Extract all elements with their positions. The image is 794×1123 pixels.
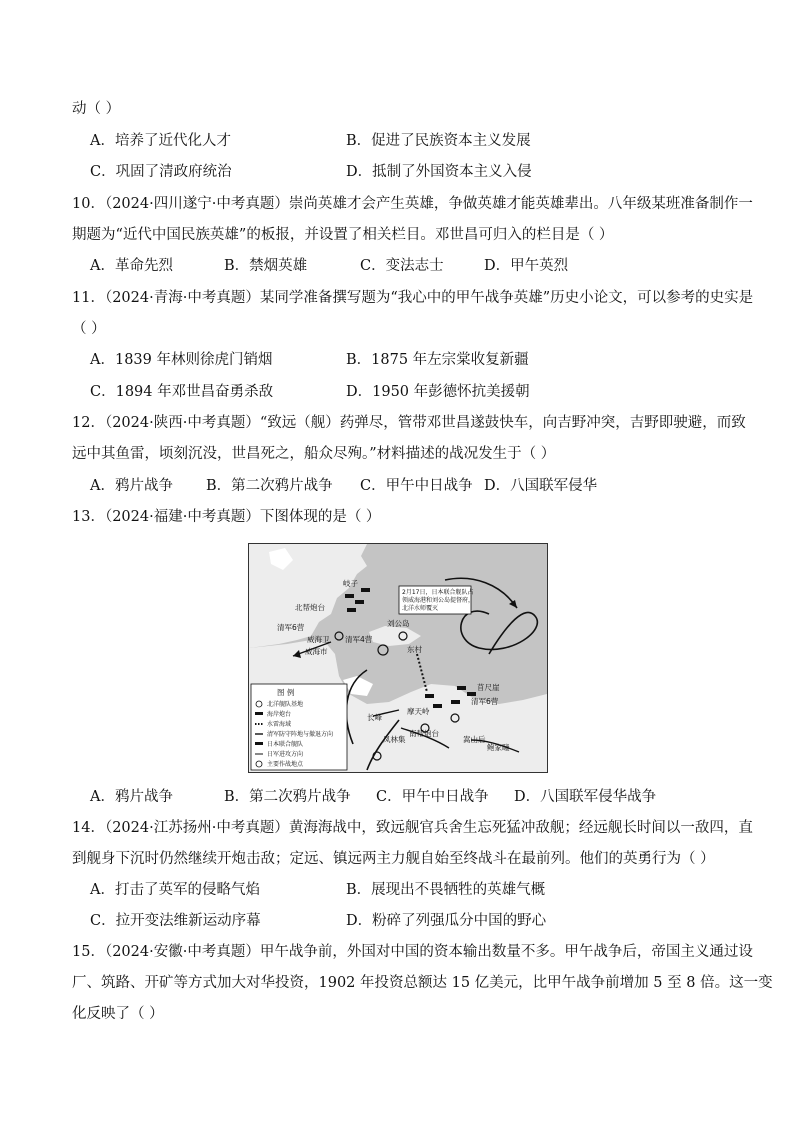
q15-stem-line3: 化反映了（ ） [72,1006,164,1022]
map-label-liugong: 刘公岛 [387,619,410,628]
q13-option-d[interactable]: D．八国联军侵华战争 [514,789,657,805]
map-label-weihaiwei: 威海卫 [307,635,330,644]
map-label-qizi: 岐子 [343,579,358,588]
q10-option-a[interactable]: A．革命先烈 [90,258,173,274]
q9-option-b[interactable]: B．促进了民族资本主义发展 [346,133,531,149]
map-legend-item-mines: 水雷海域 [267,721,292,728]
map-label-motianling: 摩天岭 [407,707,430,716]
q9-option-c[interactable]: C．巩固了清政府统治 [90,164,232,180]
map-callout-line2: 领威海港和刘公岛提督府， [402,597,475,604]
weihaiwei-battle-map [248,543,548,773]
map-callout-line3: 北洋水师覆灭 [402,605,439,612]
map-label-qingjun6-right: 清军6营 [471,697,499,706]
map-legend-item-jp-advance: 日军进攻方向 [267,751,304,758]
q10-option-d[interactable]: D．甲午英烈 [484,258,569,274]
q12-option-d[interactable]: D．八国联军侵华 [484,478,598,494]
q10-stem-line1: 10．（2024·四川遂宁·中考真题）崇尚英雄才会产生英雄，争做英雄才能英雄辈出。八年级某班准备制作一 [72,196,753,212]
q14-stem-line2: 到舰身下沉时仍然继续开炮击敌；定远、镇远两主力舰自始至终战斗在最前列。他们的英勇行为（ ） [72,851,715,867]
map-label-nanbang: 南帮炮台 [409,729,439,738]
q15-stem-line1: 15．（2024·安徽·中考真题）甲午战争前，外国对中国的资本输出数量不多。甲午战争后，帝国主义通过设 [72,944,753,960]
q13-option-c[interactable]: C．甲午中日战争 [376,789,489,805]
q9-option-d[interactable]: D．抵制了外国资本主义入侵 [346,164,532,180]
q14-option-a[interactable]: A．打击了英军的侵略气焰 [90,882,260,898]
q11-stem-line1: 11．（2024·青海·中考真题）某同学准备撰写题为“我心中的甲午战争英雄”历史小论文，可以参考的史实是 [72,290,754,306]
map-legend-title: 图 例 [277,688,295,697]
q12-option-a[interactable]: A．鸦片战争 [90,478,173,494]
q11-option-d[interactable]: D．1950 年彭德怀抗美援朝 [346,384,530,400]
q12-option-c[interactable]: C．甲午中日战争 [360,478,473,494]
map-label-fenglin: 凤林集 [383,735,406,744]
q11-option-b[interactable]: B．1875 年左宗棠收复新疆 [346,352,529,368]
q11-stem-line2: （ ） [72,321,106,337]
map-label-dongcun: 东村 [407,645,422,654]
map-legend-item-qing-retreat: 清军防守阵地与撤退方向 [267,731,334,738]
q14-stem-line1: 14．（2024·江苏扬州·中考真题）黄海海战中，致远舰官兵舍生忘死猛冲敌舰；经远舰长时间以一敌四，直 [72,820,753,836]
q10-stem-line2: 期题为“近代中国民族英雄”的板报，并设置了相关栏目。邓世昌可归入的栏目是（ ） [72,227,614,243]
map-legend-item-jp-fleet: 日本联合舰队 [267,741,304,748]
q10-option-c[interactable]: C．变法志士 [360,258,444,274]
map-label-beibang: 北帮炮台 [295,603,325,612]
q12-stem-line2: 远中其鱼雷，顷刻沉没，世昌死之，船众尽殉。”材料描述的战况发生于（ ） [72,446,556,462]
q14-option-c[interactable]: C．拉开变法维新运动序幕 [90,913,261,929]
q12-stem-line1: 12．（2024·陕西·中考真题）“致远（舰）药弹尽，管带邓世昌遂鼓快车，向吉野冲突，吉野即驶避，而致 [72,415,746,431]
map-legend-item-battle-site: 主要作战地点 [267,761,304,768]
q11-option-c[interactable]: C．1894 年邓世昌奋勇杀敌 [90,384,274,400]
q14-option-d[interactable]: D．粉碎了列强瓜分中国的野心 [346,913,547,929]
q11-option-a[interactable]: A．1839 年林则徐虎门销烟 [90,352,273,368]
q12-option-b[interactable]: B．第二次鸦片战争 [206,478,333,494]
map-legend-item-base: 北洋舰队基地 [267,701,304,708]
map-label-changfeng: 长峰 [367,713,382,722]
q14-option-b[interactable]: B．展现出不畏牺牲的英雄气概 [346,882,546,898]
map-label-baojiatan: 鲍家疃 [487,743,510,752]
map-label-weihaishi: 威海市 [305,647,328,656]
q9-stem-end: 动（ ） [72,101,121,117]
q9-option-a[interactable]: A．培养了近代化人才 [90,133,231,149]
q13-option-b[interactable]: B．第二次鸦片战争 [224,789,351,805]
map-callout-line1: 2月17日，日本联合舰队占 [402,589,474,596]
map-label-zhoushanhou: 嵩山后 [463,735,486,744]
map-label-qingjun6-left: 清军6营 [277,623,305,632]
map-label-yiluoya: 苜尺崖 [477,683,500,692]
map-label-qingjun4: 清军4营 [345,635,373,644]
q10-option-b[interactable]: B．禁烟英雄 [224,258,308,274]
map-legend-item-battery: 海岸炮台 [267,711,292,718]
q15-stem-line2: 厂、筑路、开矿等方式加大对华投资，1902 年投资总额达 15 亿美元，比甲午战争前增加 5 至 8 倍。这一变 [72,975,773,991]
q13-option-a[interactable]: A．鸦片战争 [90,789,173,805]
q13-stem: 13．（2024·福建·中考真题）下图体现的是（ ） [72,509,381,525]
